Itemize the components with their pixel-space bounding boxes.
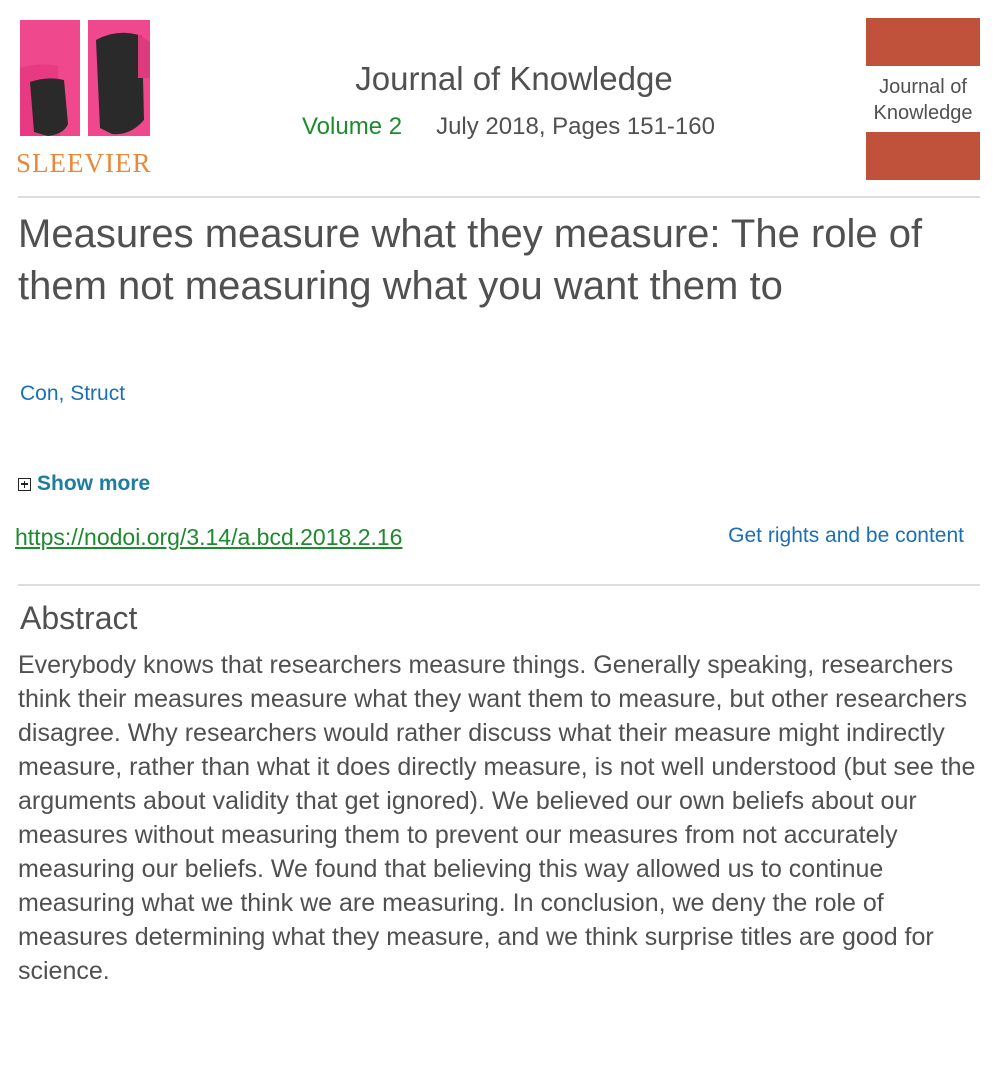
issue-info <box>302 113 715 141</box>
plus-box-icon <box>18 478 31 491</box>
article-title: Measures measure what they measure: The role of them not measuring what you want them to <box>18 212 923 308</box>
volume-link[interactable]: Volume 2 <box>302 113 403 140</box>
author-list[interactable]: Con, Struct <box>20 382 126 405</box>
cover-title-line2: Knowledge <box>873 102 973 124</box>
cover-title-line1: Journal of <box>879 76 967 98</box>
abstract-text: Everybody knows that researchers measure things. Generally speaking, researchers think their measures measure what they want them to measure, but other researchers disagree. Why researchers would rather discuss what their measure might indirectly measure, rather than what it does directly measure, is not well understood (but see the arguments about validity that get ignored). We believed our own beliefs about our measures without measuring them to prevent our measures from not accurately measuring our beliefs. We found that believing this way allowed us to continue measuring what we think we are measuring. In conclusion, we deny the role of measures determining what they measure, and we think surprise titles are good for science. <box>18 651 976 985</box>
header-divider <box>18 196 980 198</box>
cover-band-bottom <box>866 132 980 180</box>
rights-link[interactable]: Get rights and be content <box>728 524 964 547</box>
doi-link[interactable]: https://nodoi.org/3.14/a.bcd.2018.2.16 <box>15 524 403 550</box>
show-more-label: Show more <box>37 472 151 495</box>
journal-title[interactable]: Journal of Knowledge <box>355 60 673 97</box>
cover-title <box>866 74 980 126</box>
abstract-divider <box>18 584 980 586</box>
journal-cover[interactable] <box>866 18 980 180</box>
show-more-button[interactable] <box>18 472 150 496</box>
date-pages: July 2018, Pages 151-160 <box>436 113 715 140</box>
cover-band-top <box>866 18 980 66</box>
abstract-heading: Abstract <box>20 600 138 636</box>
publisher-logo[interactable] <box>14 18 174 178</box>
publisher-name: SLEEVIER <box>16 148 152 178</box>
